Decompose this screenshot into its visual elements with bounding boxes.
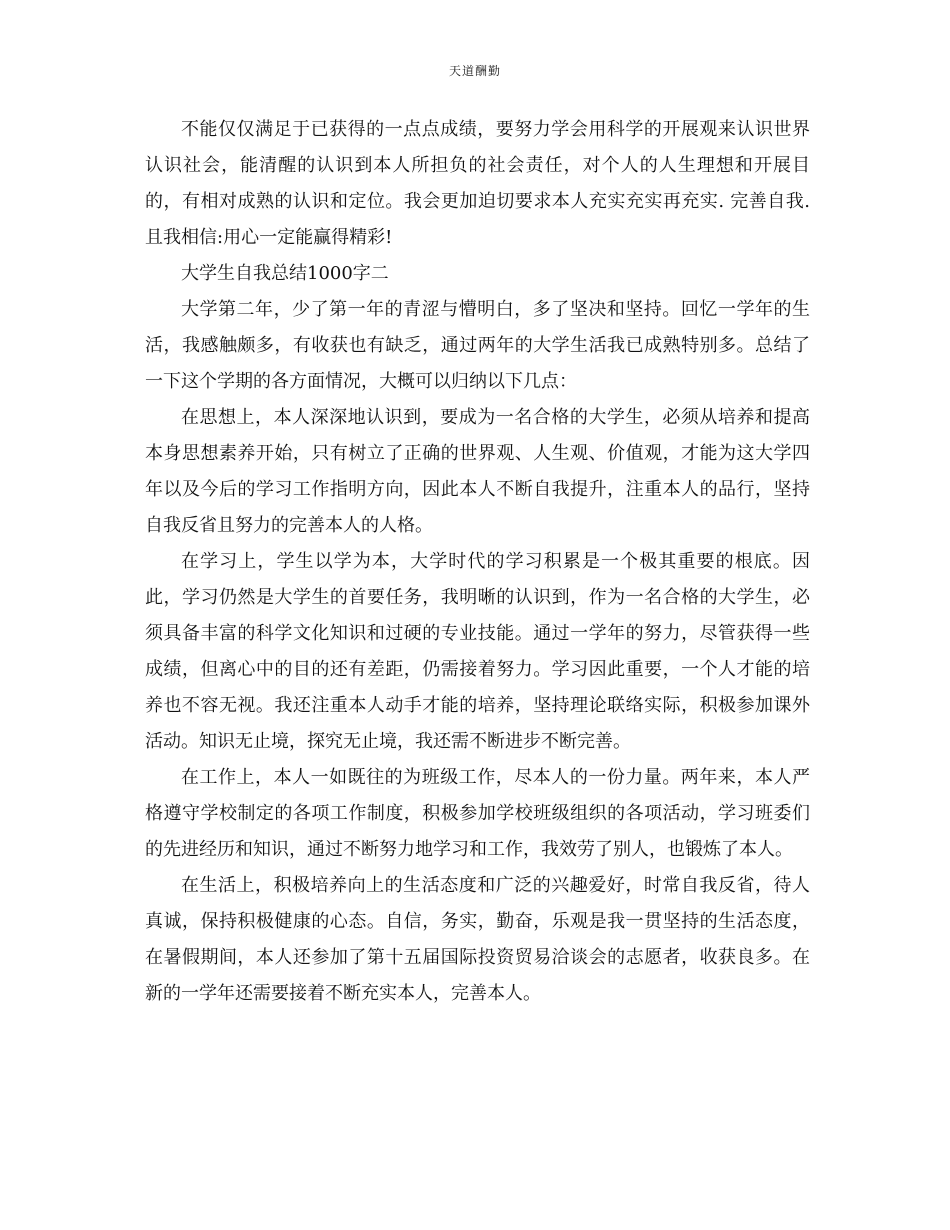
page-header: 天道酬勤: [448, 64, 501, 78]
section-heading: 大学生自我总结1000字二: [181, 263, 389, 284]
paragraph-second-year: 大学第二年，少了第一年的青涩与懵明白，多了坚决和坚持。回忆一学年的生活，我感触颇多，有收获也有缺乏，通过两年的大学生活我已成熟特别多。总结了一下这个学期的各方面情况，大概可以归纳以下几点：: [145, 299, 810, 392]
document-body: [145, 112, 810, 1012]
paragraph-intro-conclusion: 不能仅仅满足于已获得的一点点成绩，要努力学会用科学的开展观来认识世界认识社会，能清醒的认识到本人所担负的社会责任，对个人的人生理想和开展目的，有相对成熟的认识和定位。我会更加迫切要求本人充实充实再充实. 完善自我. 且我相信:用心一定能赢得精彩!: [145, 119, 810, 248]
paragraph-study: 在学习上，学生以学为本，大学时代的学习积累是一个极其重要的根底。因此，学习仍然是大学生的首要任务，我明晰的认识到，作为一名合格的大学生，必须具备丰富的科学文化知识和过硬的专业技能。通过一学年的努力，尽管获得一些成绩，但离心中的目的还有差距，仍需接着努力。学习因此重要，一个人才能的培养也不容无视。我还注重本人动手才能的培养，坚持理论联络实际，积极参加课外活动。知识无止境，探究无止境，我还需不断进步不断完善。: [145, 551, 810, 752]
paragraph-life: 在生活上，积极培养向上的生活态度和广泛的兴趣爱好，时常自我反省，待人真诚，保持积极健康的心态。自信，务实，勤奋，乐观是我一贯坚持的生活态度，在暑假期间，本人还参加了第十五届国际投资贸易洽谈会的志愿者，收获良多。在新的一学年还需要接着不断充实本人，完善本人。: [145, 875, 810, 1004]
paragraph-thought: 在思想上，本人深深地认识到，要成为一名合格的大学生，必须从培养和提高本身思想素养开始，只有树立了正确的世界观、人生观、价值观，才能为这大学四年以及今后的学习工作指明方向，因此本人不断自我提升，注重本人的品行，坚持自我反省且努力的完善本人的人格。: [145, 407, 810, 536]
paragraph-work: 在工作上，本人一如既往的为班级工作，尽本人的一份力量。两年来，本人严格遵守学校制定的各项工作制度，积极参加学校班级组织的各项活动，学习班委们的先进经历和知识，通过不断努力地学习和工作，我效劳了别人，也锻炼了本人。: [145, 767, 810, 860]
